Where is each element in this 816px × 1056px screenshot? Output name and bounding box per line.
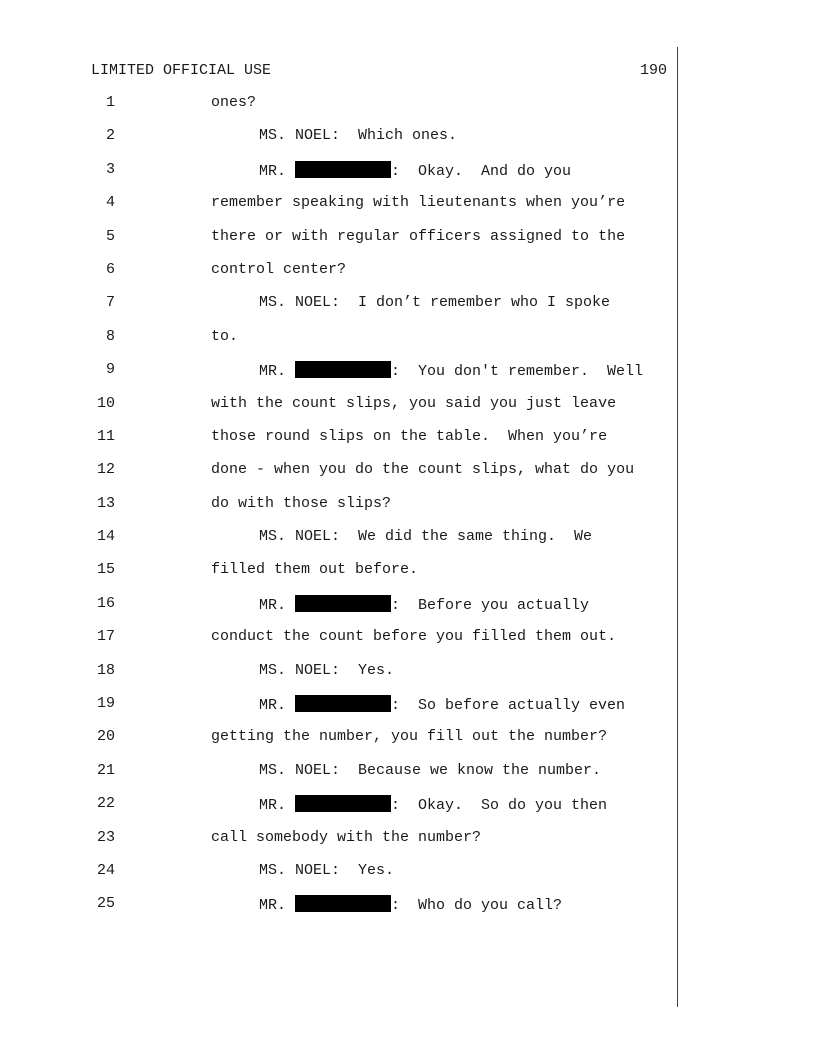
line-number: 10 (96, 394, 115, 412)
line-number: 22 (96, 795, 115, 813)
spoken-text: do with those slips? (211, 494, 392, 512)
line-number: 7 (105, 294, 115, 312)
line-number: 3 (105, 160, 115, 178)
speaker-label: MS. NOEL: (259, 761, 341, 779)
page-number: 190 (639, 62, 667, 79)
line-number: 19 (96, 695, 115, 713)
line-text (211, 261, 346, 279)
line-text (259, 662, 394, 680)
line-number: 21 (96, 761, 115, 779)
transcript-line (0, 294, 816, 327)
redaction-block (295, 695, 391, 712)
spoken-text: : Okay. And do you (391, 162, 572, 180)
line-number: 4 (105, 194, 115, 212)
spoken-text: control center? (211, 260, 347, 278)
line-number: 5 (105, 227, 115, 245)
line-text (259, 762, 601, 780)
line-text (259, 795, 607, 815)
line-text (211, 628, 616, 646)
spoken-text: : You don't remember. Well (391, 363, 644, 381)
speaker-label: MS. NOEL: (259, 528, 341, 546)
line-number: 25 (96, 895, 115, 913)
spoken-text: Because we know the number. (340, 761, 602, 779)
spoken-text: call somebody with the number? (211, 828, 482, 846)
line-number: 6 (105, 260, 115, 278)
transcript-line (0, 361, 816, 394)
line-text (259, 528, 592, 546)
transcript-line (0, 395, 816, 428)
line-text (211, 94, 256, 112)
spoken-text: there or with regular officers assigned to the (211, 227, 626, 245)
transcript-line (0, 795, 816, 828)
line-text (211, 728, 607, 746)
transcript-line (0, 127, 816, 160)
transcript-line (0, 328, 816, 361)
redaction-block (295, 895, 391, 912)
transcript-line (0, 495, 816, 528)
spoken-text: Yes. (340, 861, 395, 879)
transcript-line (0, 228, 816, 261)
line-text (211, 428, 607, 446)
spoken-text: with the count slips, you said you just leave (211, 394, 617, 412)
line-text (211, 561, 418, 579)
redaction-block (295, 161, 391, 178)
spoken-text: remember speaking with lieutenants when you’re (211, 194, 626, 212)
transcript-lines (0, 94, 816, 929)
spoken-text: to. (211, 327, 239, 345)
spoken-text: : Okay. So do you then (391, 797, 608, 815)
line-text (211, 328, 238, 346)
spoken-text: : So before actually even (391, 697, 626, 715)
line-number: 20 (96, 728, 115, 746)
line-number: 14 (96, 528, 115, 546)
speaker-label: MS. NOEL: (259, 861, 341, 879)
line-number: 9 (105, 361, 115, 379)
line-text (259, 361, 643, 381)
spoken-text: : Who do you call? (391, 897, 563, 915)
transcript-line (0, 628, 816, 661)
line-number: 24 (96, 861, 115, 879)
line-number: 11 (96, 427, 115, 445)
line-text (259, 895, 562, 915)
line-text (259, 127, 457, 145)
spoken-text: : Before you actually (391, 596, 590, 614)
line-text (211, 461, 634, 479)
line-text (211, 495, 391, 513)
speaker-label: MS. NOEL: (259, 661, 341, 679)
transcript-line (0, 194, 816, 227)
page-header (91, 62, 667, 80)
transcript-line (0, 461, 816, 494)
line-text (211, 194, 625, 212)
speaker-label: MR. (259, 596, 296, 614)
transcript-line (0, 829, 816, 862)
line-number: 16 (96, 594, 115, 612)
spoken-text: Which ones. (340, 127, 458, 145)
spoken-text: Yes. (340, 661, 395, 679)
transcript-line (0, 161, 816, 194)
spoken-text: getting the number, you fill out the number? (211, 728, 608, 746)
transcript-line (0, 261, 816, 294)
line-number: 23 (96, 828, 115, 846)
transcript-line (0, 695, 816, 728)
speaker-label: MS. NOEL: (259, 127, 341, 145)
redaction-block (295, 361, 391, 378)
redaction-block (295, 595, 391, 612)
line-text (211, 395, 616, 413)
transcript-line (0, 862, 816, 895)
transcript-line (0, 762, 816, 795)
line-text (211, 829, 481, 847)
spoken-text: I don’t remember who I spoke (340, 294, 611, 312)
transcript-line (0, 895, 816, 928)
line-text (259, 161, 571, 181)
line-number: 17 (96, 628, 115, 646)
line-text (259, 595, 589, 615)
spoken-text: We did the same thing. We (340, 528, 593, 546)
transcript-line (0, 662, 816, 695)
speaker-label: MR. (259, 697, 296, 715)
redaction-block (295, 795, 391, 812)
speaker-label: MS. NOEL: (259, 294, 341, 312)
line-number: 2 (105, 127, 115, 145)
line-text (259, 695, 625, 715)
line-number: 18 (96, 661, 115, 679)
line-number: 1 (105, 94, 115, 111)
line-text (259, 294, 610, 312)
transcript-line (0, 528, 816, 561)
line-number: 8 (105, 327, 115, 345)
transcript-line (0, 728, 816, 761)
line-number: 12 (96, 461, 115, 479)
transcript-line (0, 561, 816, 594)
spoken-text: filled them out before. (211, 561, 419, 579)
speaker-label: MR. (259, 162, 296, 180)
speaker-label: MR. (259, 363, 296, 381)
spoken-text: ones? (211, 94, 257, 111)
speaker-label: MR. (259, 897, 296, 915)
transcript-line (0, 595, 816, 628)
line-number: 15 (96, 561, 115, 579)
line-text (211, 228, 625, 246)
classification-label: LIMITED OFFICIAL USE (91, 62, 272, 79)
transcript-line (0, 94, 816, 127)
spoken-text: those round slips on the table. When you’re (211, 427, 608, 445)
line-text (259, 862, 394, 880)
spoken-text: conduct the count before you filled them out. (211, 628, 617, 646)
spoken-text: done - when you do the count slips, what do you (211, 461, 635, 479)
line-number: 13 (96, 494, 115, 512)
speaker-label: MR. (259, 797, 296, 815)
transcript-line (0, 428, 816, 461)
